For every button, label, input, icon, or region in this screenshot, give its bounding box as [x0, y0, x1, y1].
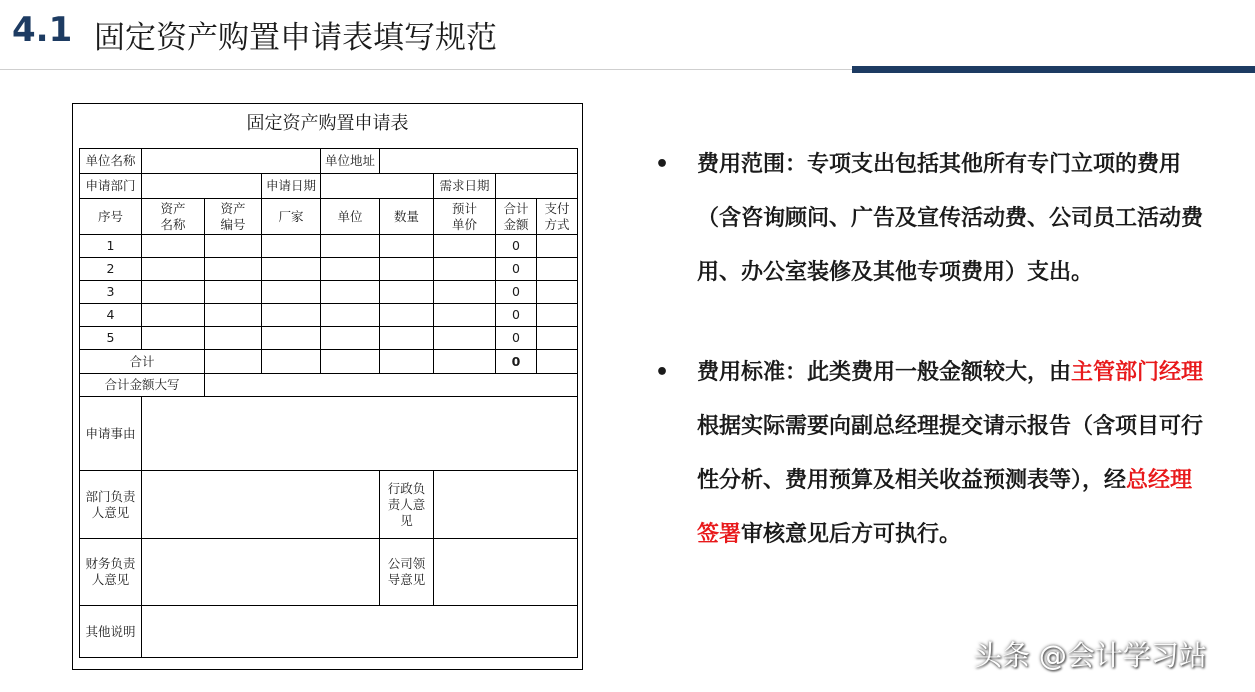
- cell[interactable]: [537, 258, 578, 281]
- bullet-expense-standard: [650, 346, 1210, 562]
- amount-words-label: 合计金额大写: [80, 374, 205, 397]
- bullet-label: 费用范围：: [697, 152, 808, 177]
- cell[interactable]: [380, 327, 434, 350]
- cell[interactable]: [434, 235, 496, 258]
- table-row: [80, 281, 578, 304]
- cell[interactable]: [262, 350, 321, 374]
- header-accent-bar: [852, 66, 1255, 73]
- bullet-list: [650, 138, 1210, 562]
- unit-address-field[interactable]: [380, 149, 578, 174]
- row-total: 0: [496, 327, 537, 350]
- column-header-row: [80, 199, 578, 235]
- page-title: 固定资产购置申请表填写规范: [94, 20, 497, 56]
- col-header: 合计 金额: [496, 199, 537, 235]
- bullet-text: 专项支出包括其他所有专门立项的费用（含咨询顾问、广告及宣传活动费、公司员工活动费用、办公室装修及其他专项费用）支出。: [697, 152, 1204, 285]
- cell[interactable]: [262, 304, 321, 327]
- company-leader-opinion-label: 公司领导意见: [380, 539, 434, 606]
- sum-value: 0: [496, 350, 537, 374]
- col-header: 预计 单价: [434, 199, 496, 235]
- cell[interactable]: [434, 304, 496, 327]
- cell[interactable]: [537, 281, 578, 304]
- cell[interactable]: [262, 327, 321, 350]
- cell[interactable]: [380, 235, 434, 258]
- row-number: 3: [80, 281, 142, 304]
- reason-label: 申请事由: [80, 397, 142, 471]
- cell[interactable]: [205, 235, 262, 258]
- cell[interactable]: [142, 258, 205, 281]
- col-header: 资产 名称: [142, 199, 205, 235]
- col-header: 资产 编号: [205, 199, 262, 235]
- cell[interactable]: [380, 281, 434, 304]
- row-total: 0: [496, 304, 537, 327]
- apply-dept-field[interactable]: [142, 174, 262, 199]
- slide-header: [0, 0, 1255, 72]
- row-number: 1: [80, 235, 142, 258]
- col-header: 厂家: [262, 199, 321, 235]
- cell[interactable]: [380, 350, 434, 374]
- cell[interactable]: [205, 281, 262, 304]
- cell[interactable]: [380, 304, 434, 327]
- bullet-expense-scope: [650, 138, 1210, 300]
- amount-words-field[interactable]: [205, 374, 578, 397]
- form-title: 固定资产购置申请表: [246, 113, 409, 134]
- cell[interactable]: [262, 235, 321, 258]
- other-notes-label: 其他说明: [80, 606, 142, 658]
- unit-name-label: 单位名称: [80, 149, 142, 174]
- need-date-field[interactable]: [496, 174, 578, 199]
- cell[interactable]: [205, 327, 262, 350]
- other-notes-field[interactable]: [142, 606, 578, 658]
- table-row: [80, 235, 578, 258]
- table-row: [80, 327, 578, 350]
- cell[interactable]: [537, 350, 578, 374]
- cell[interactable]: [434, 350, 496, 374]
- row-number: 4: [80, 304, 142, 327]
- col-header: 单位: [321, 199, 380, 235]
- dept-head-opinion-field[interactable]: [142, 471, 380, 539]
- admin-head-opinion-label: 行政负责人意见: [380, 471, 434, 539]
- row-total: 0: [496, 258, 537, 281]
- highlight-dept-manager: 主管部门经理: [1071, 360, 1204, 385]
- table-row: [80, 304, 578, 327]
- table-row: [80, 258, 578, 281]
- row-total: 0: [496, 281, 537, 304]
- cell[interactable]: [142, 281, 205, 304]
- bullet-dot-icon: •: [655, 360, 670, 385]
- cell[interactable]: [537, 235, 578, 258]
- admin-head-opinion-field[interactable]: [434, 471, 578, 539]
- cell[interactable]: [142, 304, 205, 327]
- cell[interactable]: [321, 235, 380, 258]
- dept-head-opinion-label: 部门负责人意见: [80, 471, 142, 539]
- row-number: 5: [80, 327, 142, 350]
- cell[interactable]: [262, 258, 321, 281]
- bullet-label: 费用标准：: [697, 360, 808, 385]
- highlight-gm-sign: 总经理签署: [697, 468, 1193, 547]
- cell[interactable]: [321, 258, 380, 281]
- company-leader-opinion-field[interactable]: [434, 539, 578, 606]
- cell[interactable]: [205, 258, 262, 281]
- unit-address-label: 单位地址: [321, 149, 380, 174]
- application-form: [72, 103, 583, 670]
- cell[interactable]: [321, 350, 380, 374]
- cell[interactable]: [380, 258, 434, 281]
- cell[interactable]: [537, 327, 578, 350]
- cell[interactable]: [321, 281, 380, 304]
- section-number: 4.1: [12, 10, 73, 50]
- sum-label: 合计: [80, 350, 205, 374]
- form-table: [79, 148, 578, 658]
- need-date-label: 需求日期: [434, 174, 496, 199]
- col-header: 数量: [380, 199, 434, 235]
- sum-row: [80, 350, 578, 374]
- apply-date-field[interactable]: [321, 174, 434, 199]
- apply-dept-label: 申请部门: [80, 174, 142, 199]
- row-total: 0: [496, 235, 537, 258]
- cell[interactable]: [434, 281, 496, 304]
- finance-head-opinion-label: 财务负责人意见: [80, 539, 142, 606]
- cell[interactable]: [142, 235, 205, 258]
- cell[interactable]: [321, 327, 380, 350]
- cell[interactable]: [262, 281, 321, 304]
- cell[interactable]: [434, 327, 496, 350]
- cell[interactable]: [205, 304, 262, 327]
- apply-date-label: 申请日期: [262, 174, 321, 199]
- col-header: 支付 方式: [537, 199, 578, 235]
- finance-head-opinion-field[interactable]: [142, 539, 380, 606]
- cell[interactable]: [321, 304, 380, 327]
- cell[interactable]: [142, 327, 205, 350]
- bullet-text: 此类费用一般金额较大，由: [807, 360, 1072, 385]
- cell[interactable]: [205, 350, 262, 374]
- bullet-text: 审核意见后方可执行。: [741, 522, 962, 547]
- cell[interactable]: [434, 258, 496, 281]
- bullet-text: 根据实际需要向副总经理提交请示报告（含项目可行性分析、费用预算及相关收益预测表等），经: [697, 414, 1204, 493]
- reason-field[interactable]: [142, 397, 578, 471]
- row-number: 2: [80, 258, 142, 281]
- col-header: 序号: [80, 199, 142, 235]
- bullet-dot-icon: •: [655, 152, 670, 177]
- unit-name-field[interactable]: [142, 149, 321, 174]
- watermark: 头条 @会计学习站: [974, 639, 1207, 672]
- cell[interactable]: [537, 304, 578, 327]
